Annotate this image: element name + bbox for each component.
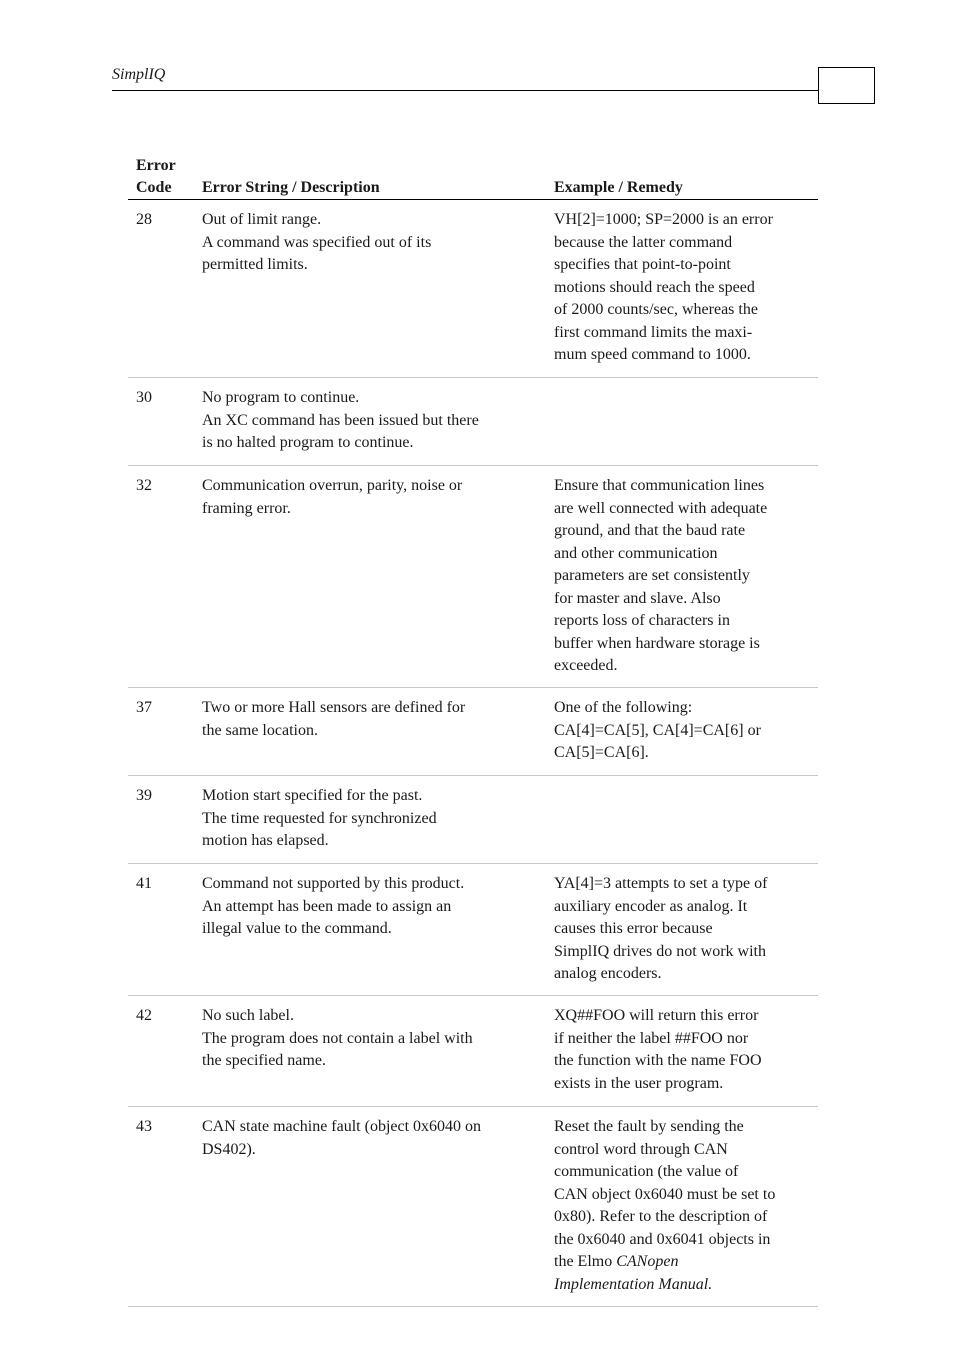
page-number-box bbox=[818, 67, 875, 104]
description-line: No such label. bbox=[202, 1007, 294, 1024]
remedy-cell bbox=[546, 697, 818, 775]
remedy-line: exceeded. bbox=[554, 657, 618, 674]
description-line: permitted limits. bbox=[202, 256, 308, 273]
remedy-line: motions should reach the speed bbox=[554, 278, 755, 296]
header-error-code bbox=[128, 155, 194, 199]
remedy-line: for master and slave. Also bbox=[554, 589, 721, 607]
error-code-cell: 28 bbox=[136, 211, 152, 228]
running-title: SimplIQ bbox=[112, 66, 166, 83]
header-description: Error String / Description bbox=[202, 179, 380, 196]
remedy-line: and other communication bbox=[554, 544, 718, 562]
remedy-cell bbox=[546, 209, 818, 377]
description-line: An XC command has been issued but there bbox=[202, 411, 479, 429]
description-cell bbox=[194, 387, 546, 465]
remedy-line: analog encoders. bbox=[554, 965, 662, 982]
remedy-line: auxiliary encoder as analog. It bbox=[554, 897, 748, 915]
remedy-line: the 0x6040 and 0x6041 objects in bbox=[554, 1230, 771, 1248]
description-line: the same location. bbox=[202, 721, 318, 739]
error-code-cell: 39 bbox=[136, 787, 152, 804]
description-line: A command was specified out of its bbox=[202, 233, 432, 251]
error-code-cell: 41 bbox=[136, 875, 152, 892]
description-line: No program to continue. bbox=[202, 389, 360, 406]
description-line: Out of limit range. bbox=[202, 211, 322, 228]
header-code-line1: Error bbox=[136, 157, 176, 174]
description-line: The program does not contain a label with bbox=[202, 1029, 473, 1047]
error-code-cell: 32 bbox=[136, 477, 152, 494]
remedy-line: of 2000 counts/sec, whereas the bbox=[554, 301, 758, 318]
remedy-line: causes this error because bbox=[554, 920, 713, 937]
remedy-cell bbox=[546, 1116, 818, 1306]
remedy-line: parameters are set consistently bbox=[554, 567, 750, 584]
remedy-line: Ensure that communication lines bbox=[554, 477, 765, 494]
remedy-line: CA[5]=CA[6]. bbox=[554, 744, 649, 761]
description-line: illegal value to the command. bbox=[202, 920, 392, 937]
description-line: CAN state machine fault (object 0x6040 on bbox=[202, 1118, 482, 1135]
header-rule bbox=[112, 90, 819, 91]
manual-title: Implementation Manual. bbox=[554, 1275, 713, 1293]
remedy-line: VH[2]=1000; SP=2000 is an error bbox=[554, 211, 773, 228]
table-row bbox=[128, 688, 818, 776]
table-row bbox=[128, 200, 818, 378]
table-row bbox=[128, 1107, 818, 1307]
remedy-line: reports loss of characters in bbox=[554, 612, 730, 629]
error-code-cell: 42 bbox=[136, 1007, 152, 1024]
remedy-line: buffer when hardware storage is bbox=[554, 634, 760, 652]
description-line: is no halted program to continue. bbox=[202, 434, 414, 451]
table-header-row bbox=[128, 155, 818, 200]
remedy-line: mum speed command to 1000. bbox=[554, 346, 751, 363]
remedy-cell bbox=[546, 1005, 818, 1106]
remedy-line: Reset the fault by sending the bbox=[554, 1118, 744, 1135]
table-row bbox=[128, 996, 818, 1107]
description-cell bbox=[194, 1116, 546, 1306]
description-line: motion has elapsed. bbox=[202, 832, 329, 849]
error-code-cell: 30 bbox=[136, 389, 152, 406]
remedy-cell bbox=[546, 785, 818, 863]
remedy-line: SimplIQ drives do not work with bbox=[554, 942, 766, 960]
error-code-cell: 37 bbox=[136, 699, 152, 716]
remedy-line: are well connected with adequate bbox=[554, 499, 768, 517]
remedy-line: control word through CAN bbox=[554, 1140, 728, 1158]
description-line: framing error. bbox=[202, 499, 291, 517]
error-code-table bbox=[128, 155, 818, 1307]
remedy-line: exists in the user program. bbox=[554, 1074, 724, 1092]
remedy-line: CAN object 0x6040 must be set to bbox=[554, 1185, 776, 1203]
description-cell bbox=[194, 785, 546, 863]
description-line: DS402). bbox=[202, 1140, 256, 1158]
description-line: Communication overrun, parity, noise or bbox=[202, 477, 463, 494]
remedy-line: CA[4]=CA[5], CA[4]=CA[6] or bbox=[554, 721, 761, 739]
table-row bbox=[128, 776, 818, 864]
remedy-cell bbox=[546, 475, 818, 687]
remedy-line: if neither the label ##FOO nor bbox=[554, 1029, 749, 1047]
table-row bbox=[128, 864, 818, 996]
remedy-line: 0x80). Refer to the description of bbox=[554, 1208, 768, 1225]
description-line: Command not supported by this product. bbox=[202, 875, 465, 892]
description-line: the specified name. bbox=[202, 1052, 326, 1069]
description-line: Motion start specified for the past. bbox=[202, 787, 423, 804]
description-cell bbox=[194, 209, 546, 377]
remedy-line: One of the following: bbox=[554, 699, 693, 716]
header-remedy: Example / Remedy bbox=[554, 179, 683, 196]
remedy-line: YA[4]=3 attempts to set a type of bbox=[554, 875, 768, 892]
remedy-line: the function with the name FOO bbox=[554, 1052, 762, 1069]
remedy-text: the Elmo bbox=[554, 1253, 617, 1270]
remedy-line bbox=[554, 1251, 818, 1274]
remedy-line: first command limits the maxi- bbox=[554, 323, 753, 341]
remedy-line: communication (the value of bbox=[554, 1163, 739, 1180]
header-code-line2: Code bbox=[136, 179, 172, 196]
remedy-line: because the latter command bbox=[554, 233, 733, 251]
description-cell bbox=[194, 1005, 546, 1106]
remedy-cell bbox=[546, 873, 818, 995]
remedy-cell bbox=[546, 387, 818, 465]
remedy-line: XQ##FOO will return this error bbox=[554, 1007, 759, 1024]
description-cell bbox=[194, 697, 546, 775]
description-line: The time requested for synchronized bbox=[202, 809, 437, 827]
description-line: An attempt has been made to assign an bbox=[202, 897, 452, 915]
remedy-line: ground, and that the baud rate bbox=[554, 522, 746, 539]
remedy-line: specifies that point-to-point bbox=[554, 256, 731, 273]
manual-title: CANopen bbox=[616, 1253, 679, 1270]
description-line: Two or more Hall sensors are defined for bbox=[202, 699, 466, 716]
description-cell bbox=[194, 475, 546, 687]
error-code-cell: 43 bbox=[136, 1118, 152, 1135]
description-cell bbox=[194, 873, 546, 995]
table-body bbox=[128, 200, 818, 1307]
table-row bbox=[128, 466, 818, 688]
table-row bbox=[128, 378, 818, 466]
